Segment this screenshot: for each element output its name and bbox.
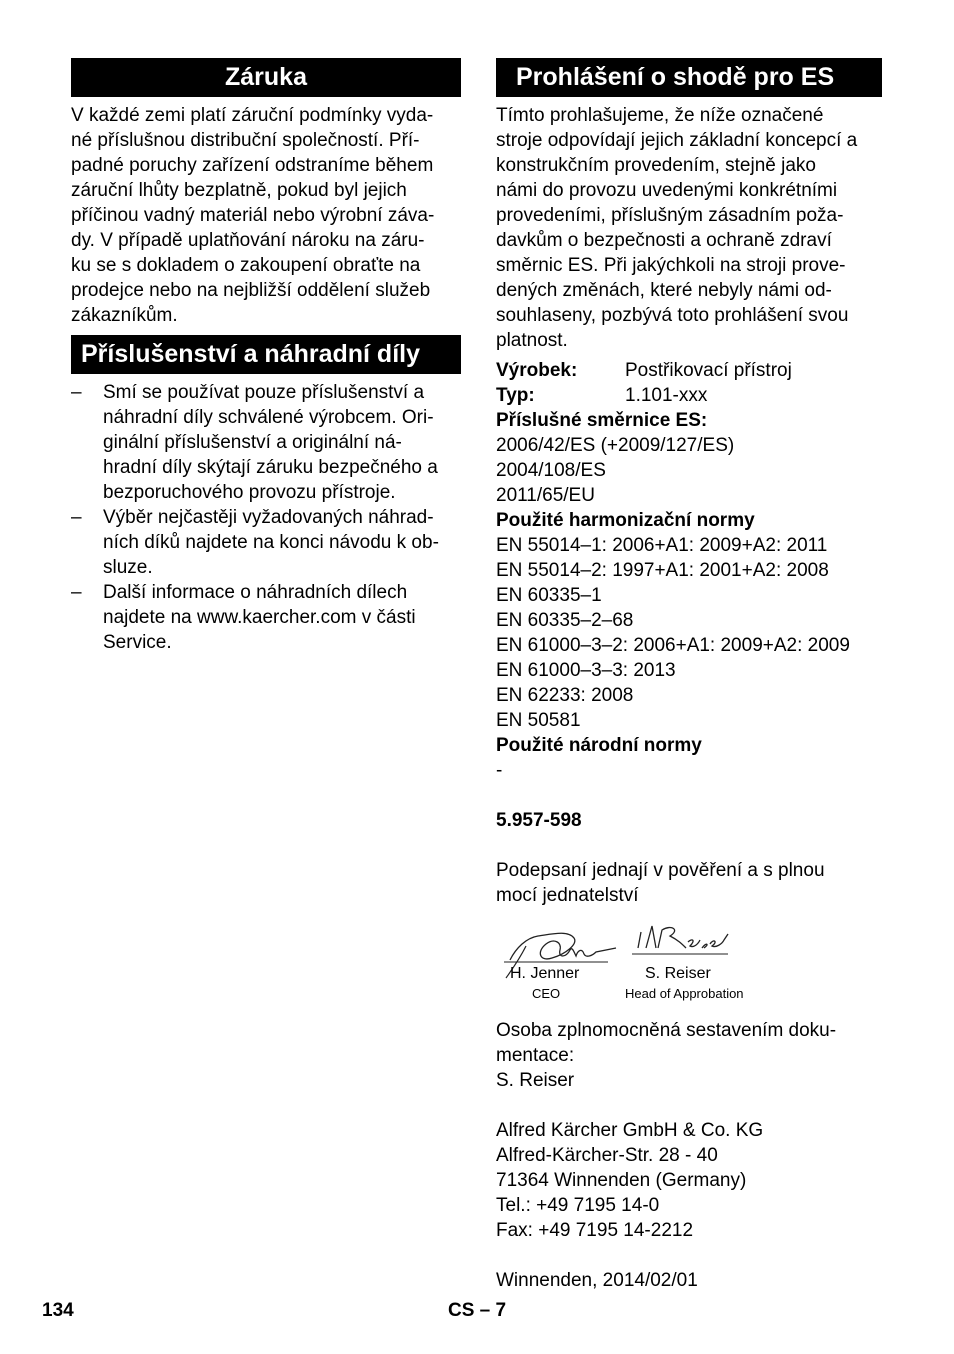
address-line: 71364 Winnenden (Germany) [496,1170,747,1191]
bullet-dash: – [71,582,82,603]
harmonized-label: Použité harmonizační normy [496,510,755,531]
text-line: Podepsaní jednají v pověření a s plnou [496,860,825,881]
product-row [496,358,882,383]
right-column [496,58,882,1293]
list-item [71,580,461,655]
standard-item: EN 55014–2: 1997+A1: 2001+A2: 2008 [496,560,829,581]
text-line: provedeními, příslušným zásadním poža- [496,205,844,226]
text-line: dených změnách, které nebyly námi od- [496,280,832,301]
text-line: najdete na www.kaercher.com v části [103,607,416,628]
warranty-heading: Záruka [71,58,461,97]
place-date: Winnenden, 2014/02/01 [496,1270,698,1291]
text-line: Tímto prohlašujeme, že níže označené [496,105,824,126]
text-line: mocí jednatelství [496,885,639,906]
text-line: S. Reiser [496,1070,575,1091]
text-line: né příslušnou distribuční společností. Pří- [71,130,420,151]
section-page: CS – 7 [448,1300,507,1321]
text-line: ních díků najdete na konci návodu k ob- [103,532,439,553]
text-line: Výběr nejčastěji vyžadovaných náhrad- [103,507,434,528]
address-line: Alfred Kärcher GmbH & Co. KG [496,1120,764,1141]
ec-declaration-heading: Prohlášení o shodě pro ES [496,58,882,97]
text-line: bezporuchového provozu přístroje. [103,482,396,503]
accessories-heading: Příslušenství a náhradní díly [71,335,461,374]
text-line: náhradní díly schválené výrobcem. Ori- [103,407,434,428]
directive-item: 2011/65/EU [496,485,595,506]
directive-item: 2004/108/ES [496,460,606,481]
documentation-section [496,1018,882,1293]
warranty-text [71,103,461,328]
text-line: zákazníkům. [71,305,178,326]
text-line: námi do provozu uvedenými konkrétními [496,180,838,201]
text-line: Smí se používat pouze příslušenství a [103,382,425,403]
address-line: Tel.: +49 7195 14-0 [496,1195,660,1216]
national-value: - [496,760,503,781]
spacer [496,833,882,858]
spacer [496,783,882,808]
type-label: Typ: [496,385,535,406]
standard-item: EN 60335–1 [496,585,602,606]
reiser-name: S. Reiser [645,965,711,982]
text-line: padné poruchy zařízení odstraníme během [71,155,434,176]
text-line: Osoba zplnomocněná sestavením doku- [496,1020,837,1041]
directives-label: Příslušné směrnice ES: [496,410,708,431]
text-line: ku se s dokladem o zakoupení obraťte na [71,255,421,276]
list-item [71,505,461,580]
reiser-role: Head of Approbation [625,986,744,1001]
spacer [496,1243,882,1268]
text-line: Další informace o náhradních dílech [103,582,408,603]
jenner-name: H. Jenner [510,965,580,982]
product-value: Postřikovací přístroj [625,360,792,381]
address-line: Alfred-Kärcher-Str. 28 - 40 [496,1145,718,1166]
signature-block [496,908,882,1018]
text-line: směrnic ES. Při jakýchkoli na stroji prove- [496,255,846,276]
page-number: 134 [42,1300,74,1321]
national-label: Použité národní normy [496,735,702,756]
text-line: konstrukčním provedením, stejně jako [496,155,816,176]
text-line: Service. [103,632,172,653]
text-line: sluze. [103,557,153,578]
directives-section [496,408,882,908]
standard-item: EN 62233: 2008 [496,685,634,706]
left-column [71,58,461,655]
type-row [496,383,882,408]
address-line: Fax: +49 7195 14-2212 [496,1220,694,1241]
product-info [496,358,882,408]
document-number: 5.957-598 [496,810,582,831]
text-line: stroje odpovídají jejich základní koncepcí a [496,130,858,151]
accessories-list [71,380,461,655]
text-line: davkům o bezpečnosti a ochraně zdraví [496,230,832,251]
standard-item: EN 60335–2–68 [496,610,634,631]
text-line: souhlaseny, pozbývá toto prohlášení svou [496,305,849,326]
type-value: 1.101-xxx [625,385,708,406]
product-label: Výrobek: [496,360,578,381]
text-line: mentace: [496,1045,575,1066]
text-line: prodejce nebo na nejbližší oddělení služeb [71,280,431,301]
text-line: hradní díly skýtají záruku bezpečného a [103,457,438,478]
standard-item: EN 50581 [496,710,581,731]
spacer [496,1093,882,1118]
text-line: dy. V případě uplatňování nároku na záru- [71,230,425,251]
standard-item: EN 61000–3–2: 2006+A1: 2009+A2: 2009 [496,635,850,656]
text-line: příčinou vadný materiál nebo výrobní záva- [71,205,435,226]
reiser-signature [638,926,728,948]
standard-item: EN 55014–1: 2006+A1: 2009+A2: 2011 [496,535,828,556]
bullet-dash: – [71,507,82,528]
jenner-role: CEO [532,986,561,1001]
standard-item: EN 61000–3–3: 2013 [496,660,676,681]
text-line: ginální příslušenství a originální ná- [103,432,402,453]
bullet-dash: – [71,382,82,403]
declaration-intro [496,103,882,353]
list-item [71,380,461,505]
text-line: platnost. [496,330,568,351]
text-line: V každé zemi platí záruční podmínky vyda- [71,105,434,126]
text-line: záruční lhůty bezplatně, pokud byl jejich [71,180,407,201]
directive-item: 2006/42/ES (+2009/127/ES) [496,435,735,456]
